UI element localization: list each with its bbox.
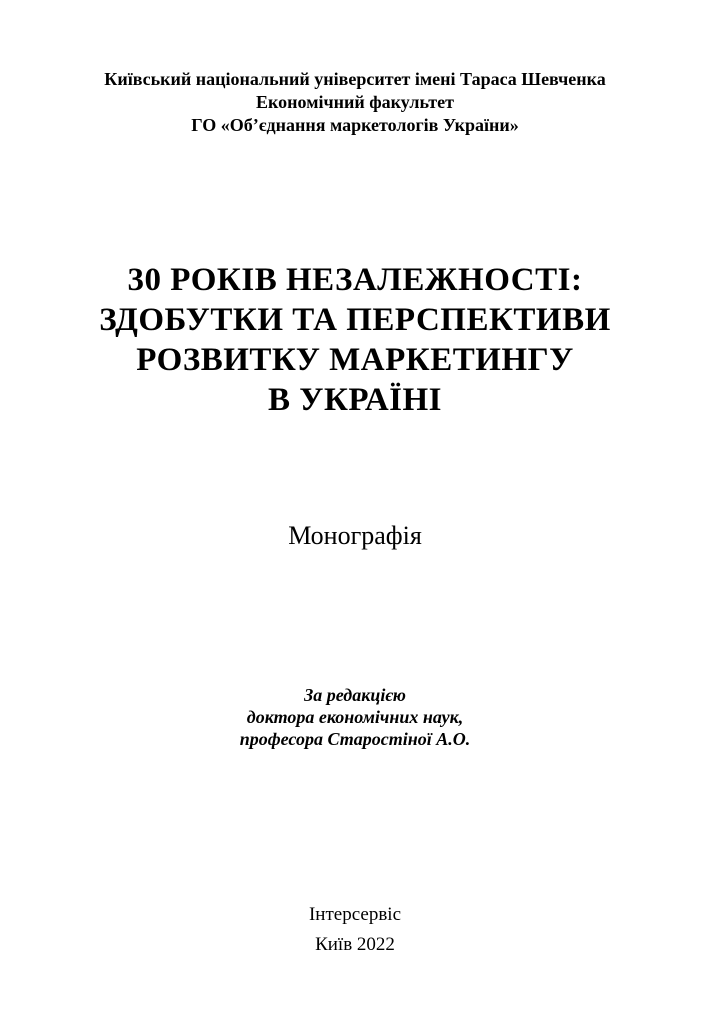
subtitle-monograph: Монографія (288, 521, 422, 550)
imprint-city-year: Київ 2022 (315, 934, 395, 955)
editor-line-degree: доктора економічних наук, (246, 707, 464, 727)
editor-credit (0, 684, 710, 750)
editor-line-name: професора Старостіної А.О. (239, 729, 471, 749)
editor-line-edited-by: За редакцією (304, 685, 406, 705)
title-line-4: В УКРАЇНІ (267, 382, 443, 418)
publisher-name: Інтерсервіс (308, 904, 401, 925)
header-line-faculty: Економічний факультет (256, 92, 454, 112)
header-line-organization: ГО «Об’єднання маркетологів України» (191, 115, 519, 135)
title-line-3: РОЗВИТКУ МАРКЕТИНГУ (136, 342, 574, 378)
book-title (0, 260, 710, 420)
university-header (0, 68, 710, 137)
header-line-university: Київський національний університет імені Тараса Шевченка (104, 69, 606, 89)
title-line-1: 30 РОКІВ НЕЗАЛЕЖНОСТІ: (127, 262, 583, 298)
title-line-2: ЗДОБУТКИ ТА ПЕРСПЕКТИВИ (99, 302, 611, 338)
